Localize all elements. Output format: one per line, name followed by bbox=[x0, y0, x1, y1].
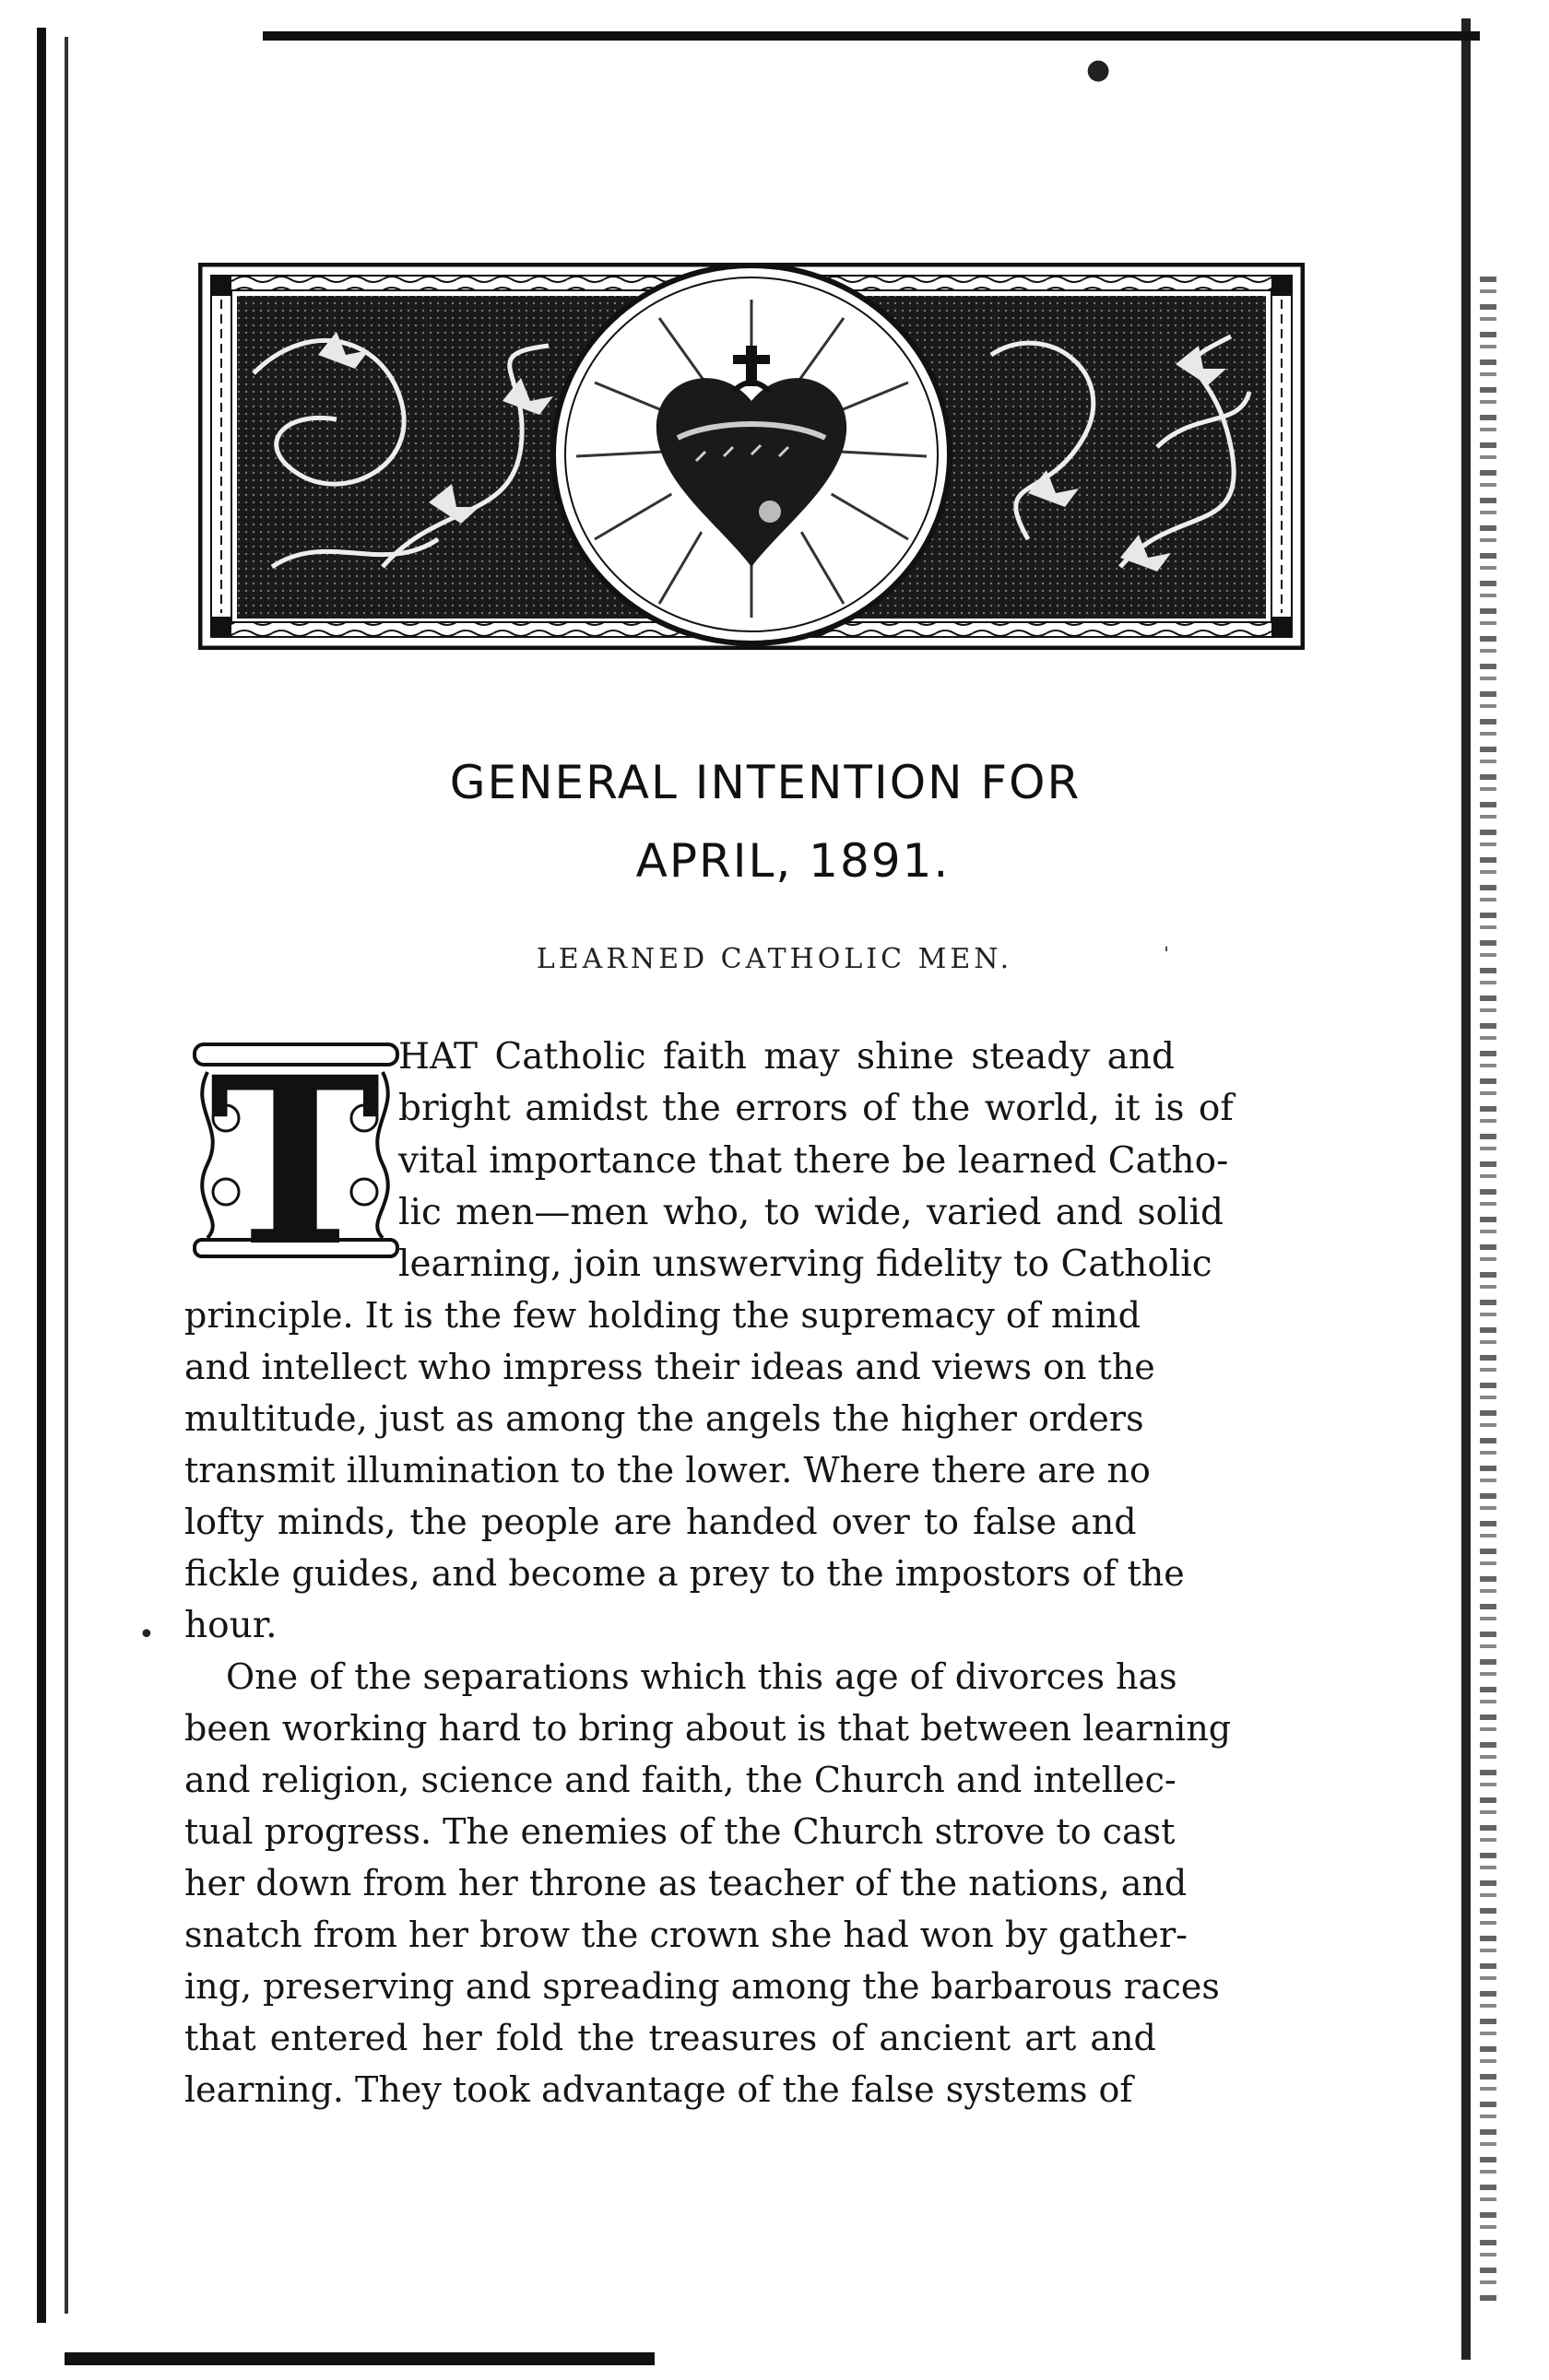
body-line: vital importance that there be learned Catho- bbox=[398, 1140, 1229, 1182]
speck: ● bbox=[1086, 53, 1111, 86]
body-line: hour. bbox=[184, 1605, 278, 1646]
heading-line-1: GENERAL INTENTION FOR bbox=[449, 756, 1082, 809]
body-line: lic men—men who, to wide, varied and solid bbox=[398, 1192, 1224, 1233]
body-line: principle. It is the few holding the supremacy of mind bbox=[184, 1295, 1141, 1336]
scan-edge-left-inner bbox=[65, 37, 68, 2314]
body-line: her down from her throne as teacher of the nations, and bbox=[184, 1863, 1188, 1903]
body-line: and religion, science and faith, the Church and intellec- bbox=[184, 1760, 1177, 1800]
body-line: HAT Catholic faith may shine steady and bbox=[398, 1036, 1175, 1078]
body-line: that entered her fold the treasures of ancient art and bbox=[184, 2018, 1156, 2058]
body-line: learning, join unswerving fidelity to Catholic bbox=[398, 1243, 1212, 1285]
heading-line-2: APRIL, 1891. bbox=[635, 834, 951, 888]
scan-edge-left bbox=[37, 28, 46, 2323]
body-line: learning. They took advantage of the false systems of bbox=[184, 2069, 1133, 2110]
body-line: multitude, just as among the angels the higher orders bbox=[184, 1398, 1144, 1439]
body-line: snatch from her brow the crown she had won by gather- bbox=[184, 1915, 1188, 1955]
body-line: and intellect who impress their ideas and views on the bbox=[184, 1347, 1155, 1387]
body-line: been working hard to bring about is that between learning bbox=[184, 1708, 1232, 1749]
body-line: bright amidst the errors of the world, it is of bbox=[398, 1088, 1234, 1129]
dropcap-letter: T bbox=[208, 1035, 382, 1266]
body-line: transmit illumination to the lower. Where there are no bbox=[184, 1450, 1151, 1490]
body-line: tual progress. The enemies of the Church strove to cast bbox=[184, 1811, 1176, 1852]
scan-edge-right bbox=[1461, 18, 1471, 2360]
margin-dot: • bbox=[138, 1619, 155, 1651]
bottom-rule bbox=[65, 2352, 655, 2365]
body-line: fickle guides, and become a prey to the impostors of the bbox=[184, 1553, 1185, 1594]
body-line: One of the separations which this age of divorces has bbox=[226, 1656, 1177, 1697]
ornamental-banner bbox=[198, 263, 1305, 650]
body-line: ing, preserving and spreading among the barbarous races bbox=[184, 1966, 1220, 2007]
scan-edge-right-noise bbox=[1480, 277, 1496, 2304]
speck: ˈ bbox=[1164, 945, 1170, 968]
dropcap-ornament bbox=[189, 1035, 401, 1266]
top-rule bbox=[263, 31, 1480, 41]
body-line: lofty minds, the people are handed over to false and bbox=[184, 1502, 1137, 1542]
section-subtitle: LEARNED CATHOLIC MEN. bbox=[536, 943, 1013, 975]
